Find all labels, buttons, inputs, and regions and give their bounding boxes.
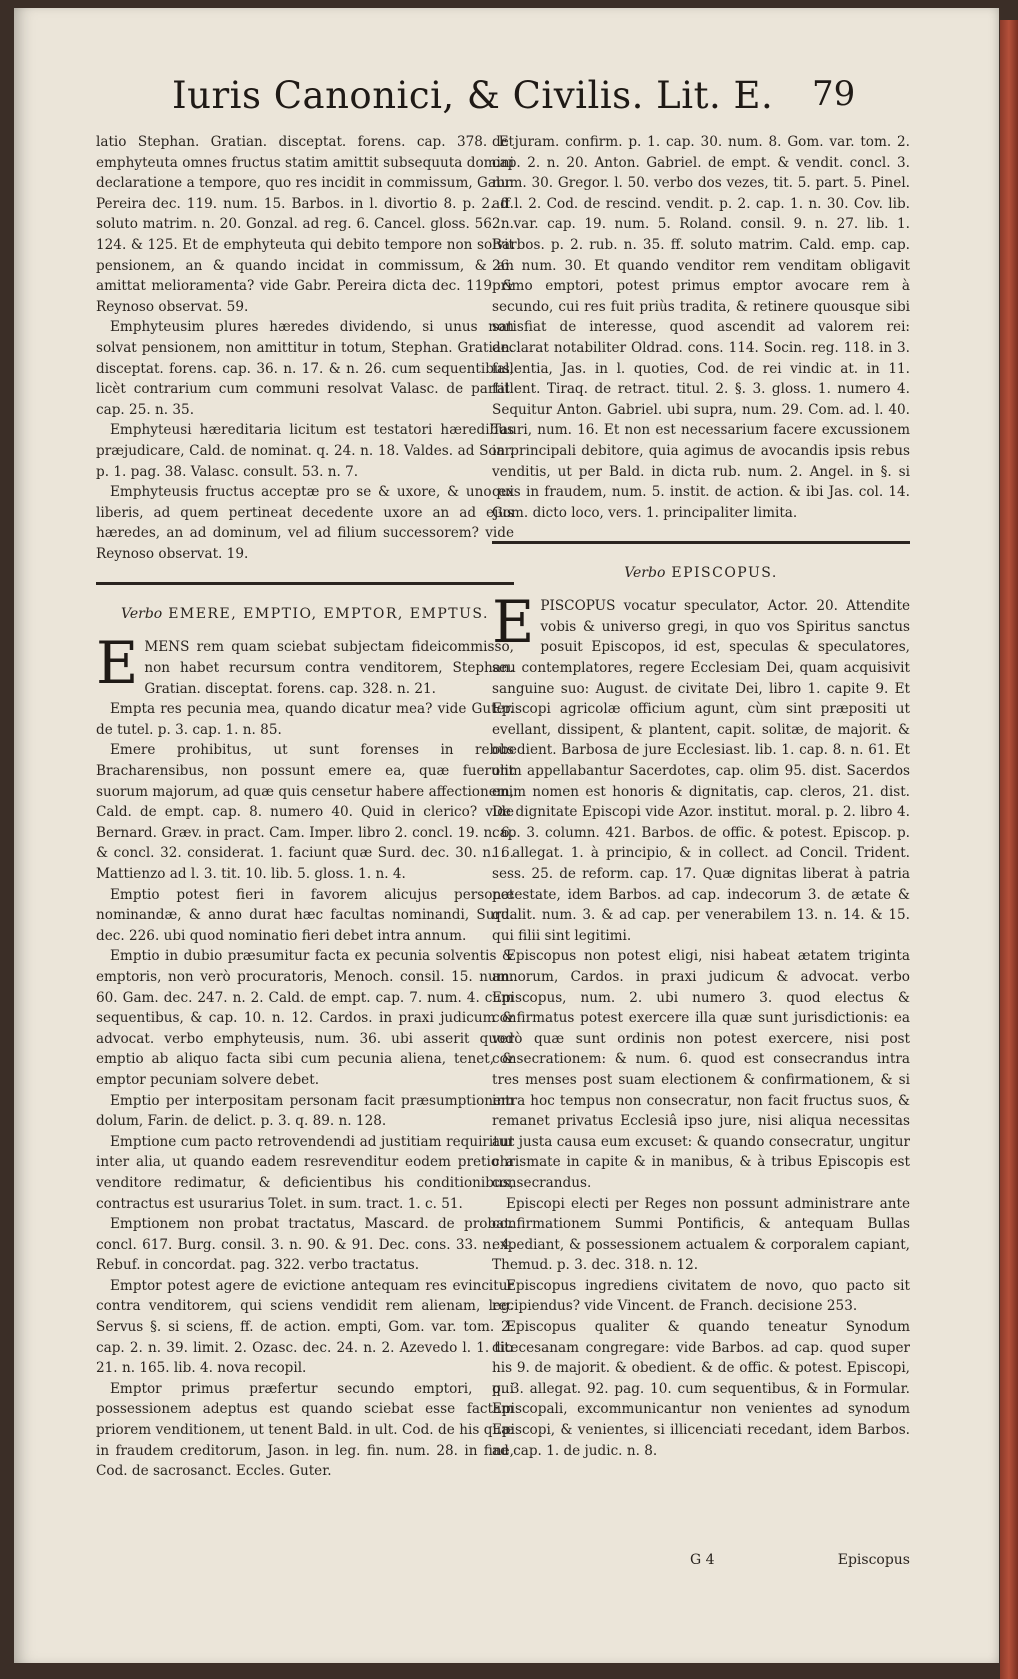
page-footer [492,1552,910,1582]
paragraph: Episcopus ingrediens civitatem de novo, quo pacto sit recipiendus? vide Vincent. de Franch. decisione 253. [492,1277,910,1315]
paragraph: Emptor primus præfertur secundo emptori, qui possessionem adeptus est quando sciebat esse factam priorem venditionem, ut tenent Bald. in ult. Cod. de his quæ in fraudem creditorum, Jason. in leg. fin. num. 28. in fine, Cod. de sacrosanct. Eccles. Guter. [96,1380,514,1480]
paragraph: Emphyteusim plures hæredes dividendo, si unus non solvat pensionem, non amittitur in totum, Stephan. Gratian. disceptat. forens. cap. 36. n. 17. & n. 26. cum sequentibus, licèt contrarium cum communi resolvat Valasc. de partit. cap. 25. n. 35. [96,319,514,418]
verbo-label: Verbo [121,606,163,623]
paragraph: Empta res pecunia mea, quando dicatur mea? vide Guter. de tutel. p. 3. cap. 1. n. 85. [96,701,514,738]
left-column [96,132,514,1482]
verbo-head: EPISCOPUS. [671,565,778,582]
paragraph: Emptionem non probat tractatus, Mascard. de probat. concl. 617. Burg. consil. 3. n. 90. & 91. Dec. cons. 33. n. 4. Rebuf. in concordat. pag. 322. verbo tractatus. [96,1216,514,1274]
paragraph: Emphyteusis fructus acceptæ pro se & uxore, & uno ex liberis, ad quem pertineat decedente uxore an ad ejus hæredes, an ad dominum, vel ad filium successorem? vide Reynoso observat. 19. [96,484,514,562]
paragraph: Emptione cum pacto retrovendendi ad justitiam requiritur inter alia, ut quando eadem resrevenditur eodem pretio a venditore redimatur, & deficientibus his conditionibus, contractus est usurarius Tolet. in sum. tract. 1. c. 51. [96,1133,514,1212]
paragraph: de juram. confirm. p. 1. cap. 30. num. 8. Gom. var. tom. 2. cap. 2. n. 20. Anton. Gabriel. de empt. & vendit. concl. 3. num. 30. Gregor. l. 50. verbo dos vezes, tit. 5. part. 5. Pinel. ad l. 2. Cod. de rescind. vendit. p. 2. cap. 1. n. 30. Cov. lib. 2. var. cap. 19. num. 5. Roland. consil. 9. n. 27. lib. 1. Barbos. p. 2. rub. n. 35. ff. soluto matrim. Cald. emp. cap. 26. num. 30. Et quando venditor rem venditam obligavit primo emptori, potest primus emptor avocare rem à secundo, cui res fuit priùs tradita, & retinere quousque sibi satisfiat de interesse, quod ascendit ad valorem rei: declarat notabiliter Oldrad. cons. 114. Socin. reg. 118. in 3. fallentia, Jas. in l. quoties, Cod. de rei vindic at. in 11. fallent. Tiraq. de retract. titul. 2. §. 3. gloss. 1. numero 4. Sequitur Anton. Gabriel. ubi supra, num. 29. Com. ad. l. 40. Tauri, num. 16. Et non est necessarium facere excussionem in principali debitore, quia agimus de avocandis ipsis rebus venditis, ut per Bald. in dicta rub. num. 2. Angel. in §. si quis in fraudem, num. 5. instit. de action. & ibi Jas. col. 14. Gom. dicto loco, vers. 1. principaliter limita. [492,134,910,521]
paragraph: Emptio in dubio præsumitur facta ex pecunia solventis & emptoris, non verò procuratoris, Menoch. consil. 15. num. 60. Gam. dec. 247. n. 2. Cald. de empt. cap. 7. num. 4. cum sequentibus, & cap. 10. n. 12. Cardos. in praxi judicum & advocat. verbo emphyteusis, num. 36. ubi asserit quod emptio ab aliquo facta sibi cum pecunia aliena, tenet, & emptor pecuniam solvere debet. [96,948,514,1088]
section-rule [96,582,514,585]
section-heading [96,603,514,625]
paragraph: EPISCOPUS vocatur speculator, Actor. 20. Attendite vobis & universo gregi, in quo vos Spiritus sanctus posuit Episcopos, id est, speculas & speculatores, seu contemplatores, regere Ecclesiam Dei, quam acquisivit sanguine suo: August. de civitate Dei, libro 1. capite 9. Et Episcopi agricolæ officium agunt, cùm sint præpositi ut evellant, dissipent, & plantent, capit. solitæ, de majorit. & obedient. Barbosa de jure Ecclesiast. lib. 1. cap. 8. n. 61. Et olim appellabantur Sacerdotes, cap. olim 95. dist. Sacerdos enim nomen est honoris & dignitatis, cap. cleros, 21. dist. De dignitate Episcopi vide Azor. institut. moral. p. 2. libro 4. cap. 3. column. 421. Barbos. de offic. & potest. Episcop. p. 1. allegat. 1. à principio, & in collect. ad Concil. Trident. sess. 25. de reform. cap. 17. Quæ dignitas liberat à patria potestate, idem Barbos. ad cap. indecorum 3. de ætate & qualit. num. 3. & ad cap. per venerabilem 13. n. 14. & 15. qui filii sint legitimi. [492,588,910,944]
page-edge [1000,20,1018,1679]
paragraph: Emphyteusi hæreditaria licitum est testatori hæredibus præjudicare, Cald. de nominat. q. 24. n. 18. Valdes. ad Soar. p. 1. pag. 38. Valasc. consult. 53. n. 7. [96,422,514,480]
paragraph: Emptio per interpositam personam facit præsumptionem dolum, Farin. de delict. p. 3. q. 89. n. 128. [96,1092,514,1130]
paragraph: Episcopus non potest eligi, nisi habeat ætatem triginta annorum, Cardos. in praxi judicum & advocat. verbo Episcopus, num. 2. ubi numero 3. quod electus & confirmatus potest exercere illa quæ sunt jurisdictionis: ea verò quæ sunt ordinis non potest exercere, nisi post consecrationem: & num. 6. quod est consecrandus intra tres menses post suam electionem & confirmationem, & si intra hoc tempus non consecratur, non facit fructus suos, & remanet privatus Ecclesiâ ipso jure, nisi aliqua necessitas aut justa causa eum excuset: & quando consecratur, ungitur chrismate in capite & in manibus, & à tribus Episcopis est consecrandus. [492,948,910,1191]
verbo-head: EMERE, EMPTIO, EMPTOR, EMPTUS. [168,606,489,623]
verbo-label: Verbo [624,565,666,582]
catchword: Episcopus [837,1552,910,1568]
paragraph: Emptor potest agere de evictione antequam res evincitur contra venditorem, qui sciens vendidit rem alienam, leg. Servus §. si sciens, ff. de action. empti, Gom. var. tom. 2. cap. 2. n. 39. limit. 2. Ozasc. dec. 24. n. 2. Azevedo l. 1. tit. 21. n. 165. lib. 4. nova recopil. [96,1277,514,1377]
paragraph: latio Stephan. Gratian. disceptat. forens. cap. 378. Et emphyteuta omnes fructus statim amittit subsequuta domini declaratione a tempore, quo res incidit in commissum, Gabr. Pereira dec. 119. num. 15. Barbos. in l. divortio 8. p. 2. ff. soluto matrim. n. 20. Gonzal. ad reg. 6. Cancel. gloss. 56. n. 124. & 125. Et de emphyteuta qui debito tempore non solvit pensionem, an & quando incidat in commissum, & an amittat melioramenta? vide Gabr. Pereira dicta dec. 119. & Reynoso observat. 59. [96,134,514,315]
section-heading [492,562,910,584]
running-title: Iuris Canonici, & Civilis. Lit. E. [172,74,774,117]
paragraph: Episcopus qualiter & quando teneatur Synodum diœcesanam congregare: vide Barbos. ad cap. quod super his 9. de majorit. & obedient. & de offic. & potest. Episcopi, p. 3. allegat. 92. pag. 10. cum sequentibus, & in Formular. Episcopali, excommunicantur non venientes ad synodum Episcopi, & venientes, si illicenciati recedant, idem Barbos. ad cap. 1. de judic. n. 8. [492,1319,910,1459]
right-column [492,132,910,1461]
page-header [60,74,960,134]
drop-cap: E [96,629,139,698]
drop-cap: E [492,588,535,657]
paragraph: Emptio potest fieri in favorem alicujus personæ nominandæ, & anno durat hæc facultas nominandi, Surd. dec. 226. ubi quod nominatio fieri debet intra annum. [96,886,514,944]
section-rule [492,541,910,544]
paragraph: EMENS rem quam sciebat subjectam fideicommisso, non habet recursum contra venditorem, Stephan. Gratian. disceptat. forens. cap. 328. n. 21. [96,629,514,698]
paragraph: Episcopi electi per Reges non possunt administrare ante confirmationem Summi Pontificis, & antequam Bullas expediant, & possessionem actualem & corporalem capiant, Themud. p. 3. dec. 318. n. 12. [492,1195,910,1274]
paragraph: Emere prohibitus, ut sunt forenses in rebus Bracharensibus, non possunt emere ea, quæ fuerunt suorum majorum, ad quæ quis censetur habere affectionem, Cald. de empt. cap. 8. numero 40. Quid in clerico? vide Bernard. Græv. in pract. Cam. Imper. libro 2. concl. 19. n. 6. & concl. 32. considerat. 1. faciunt quæ Surd. dec. 30. n. 6. Mattienzo ad l. 3. tit. 10. lib. 5. gloss. 1. n. 4. [96,742,514,882]
signature-mark: G 4 [690,1552,715,1568]
page-number: 79 [812,74,856,114]
